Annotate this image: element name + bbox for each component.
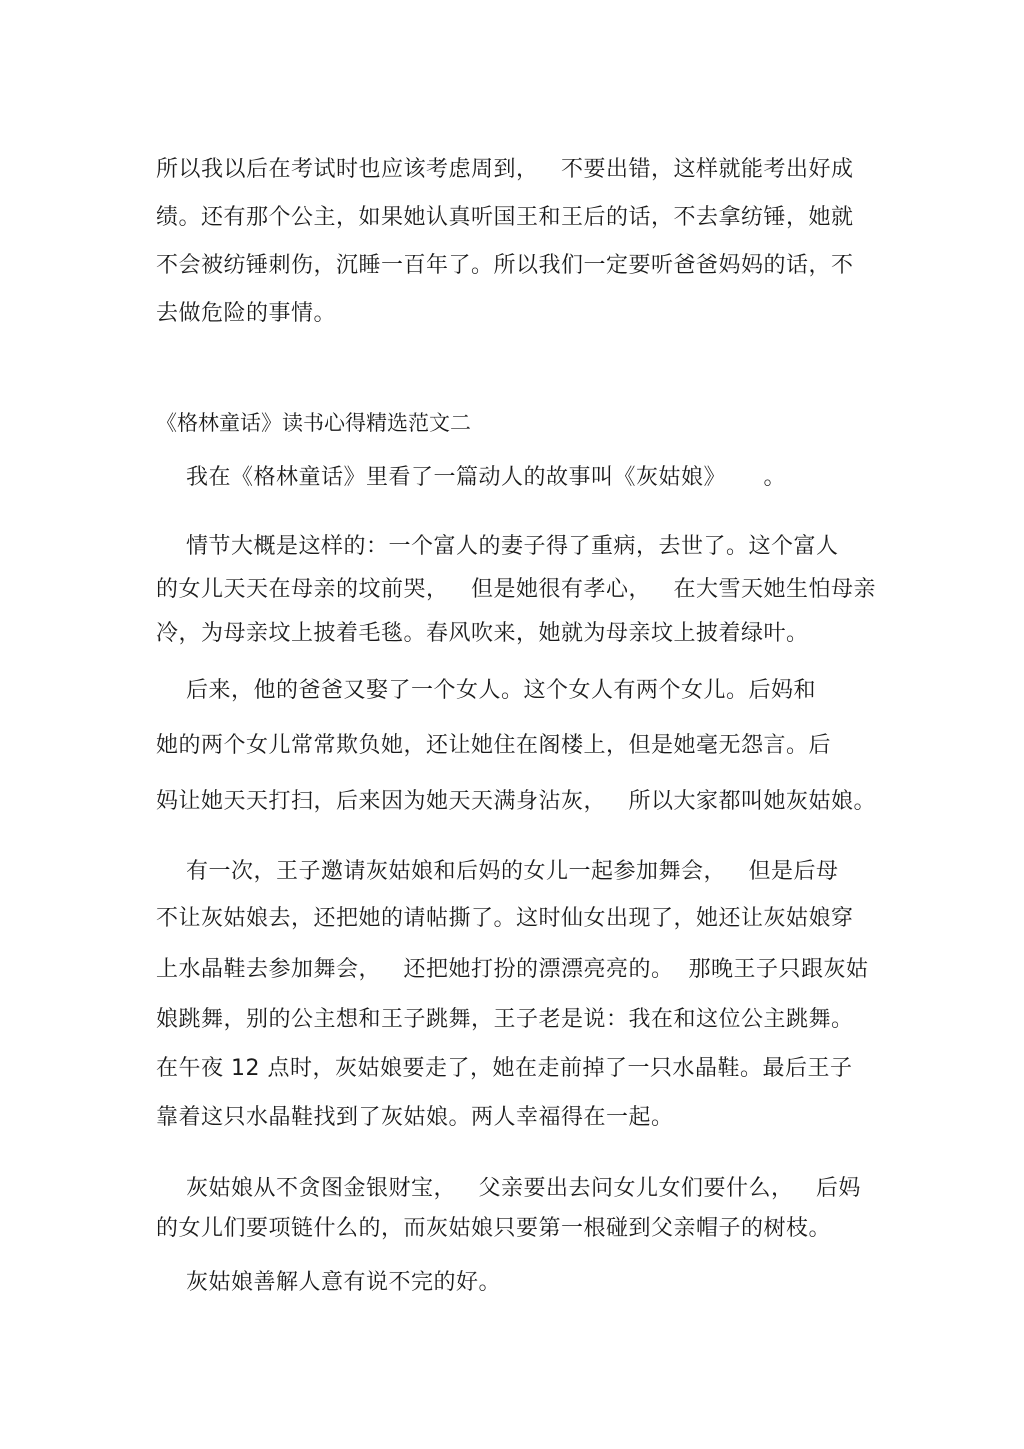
- text-line: 绩。还有那个公主，如果她认真听国王和王后的话，不去拿纺锤，她就: [156, 205, 854, 230]
- text-line: 不让灰姑娘去，还把她的请帖撕了。这时仙女出现了，她还让灰姑娘穿: [156, 906, 854, 931]
- text-line: 靠着这只水晶鞋找到了灰姑娘。两人幸福得在一起。: [156, 1105, 674, 1130]
- text-line: 后来，他的爸爸又娶了一个女人。这个女人有两个女儿。后妈和: [156, 678, 816, 703]
- text-line: 所以我以后在考试时也应该考虑周到， 不要出错，这样就能考出好成: [156, 157, 854, 182]
- text-line: 她的两个女儿常常欺负她，还让她住在阁楼上，但是她毫无怨言。后: [156, 733, 832, 758]
- text-line: 灰姑娘从不贪图金银财宝， 父亲要出去问女儿女们要什么， 后妈: [156, 1176, 861, 1201]
- text-line: 我在《格林童话》里看了一篇动人的故事叫《灰姑娘》 。: [156, 465, 786, 490]
- text-line: 去做危险的事情。: [156, 301, 337, 326]
- text-line: 的女儿们要项链什么的，而灰姑娘只要第一根碰到父亲帽子的树枝。: [156, 1216, 832, 1241]
- text-line: 娘跳舞，别的公主想和王子跳舞，王子老是说：我在和这位公主跳舞。: [156, 1007, 854, 1032]
- text-line: 灰姑娘善解人意有说不完的好。: [156, 1270, 501, 1295]
- text-line: 冷，为母亲坟上披着毛毯。春风吹来，她就为母亲坟上披着绿叶。: [156, 621, 809, 646]
- text-line: 不会被纺锤刺伤，沉睡一百年了。所以我们一定要听爸爸妈妈的话，不: [156, 253, 854, 278]
- text-line: 妈让她天天打扫，后来因为她天天满身沾灰， 所以大家都叫她灰姑娘。: [156, 789, 876, 814]
- text-line: 上水晶鞋去参加舞会， 还把她打扮的漂漂亮亮的。 那晚王子只跟灰姑: [156, 957, 869, 982]
- text-line: 情节大概是这样的：一个富人的妻子得了重病，去世了。这个富人: [156, 534, 839, 559]
- text-line: 有一次，王子邀请灰姑娘和后妈的女儿一起参加舞会， 但是后母: [156, 859, 839, 884]
- text-line: 在午夜 12 点时，灰姑娘要走了，她在走前掉了一只水晶鞋。最后王子: [156, 1056, 853, 1081]
- text-line: 的女儿天天在母亲的坟前哭， 但是她很有孝心， 在大雪天她生怕母亲: [156, 577, 876, 602]
- section-title: 《格林童话》读书心得精选范文二: [156, 411, 471, 435]
